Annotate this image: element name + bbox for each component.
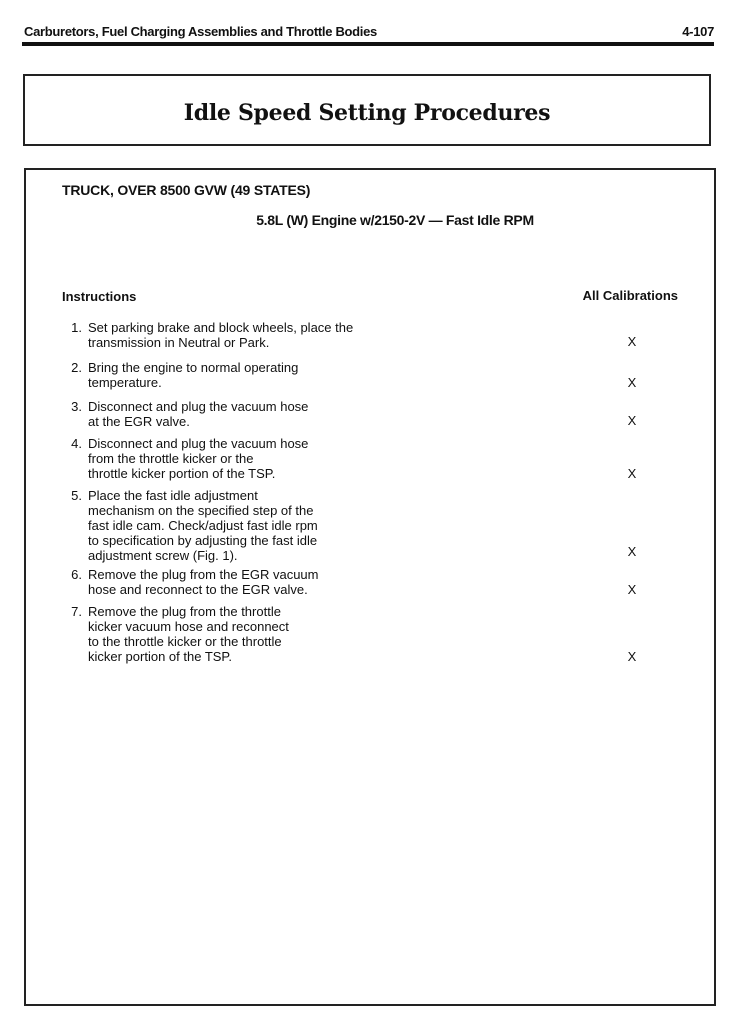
engine-subheading: 5.8L (W) Engine w/2150-2V — Fast Idle RPM	[256, 212, 534, 228]
page-title: Idle Speed Setting Procedures	[183, 100, 551, 126]
step-number: 4.	[71, 436, 82, 451]
header-rule	[22, 42, 714, 46]
page-number: 4-107	[682, 24, 714, 39]
calibration-mark: X	[627, 466, 637, 481]
step-text: Remove the plug from the throttle kicker vacuum hose and reconnect to the throttle kicker or the throttle kicker portion of the TSP.	[88, 604, 289, 664]
procedure-box	[24, 168, 716, 1006]
calibration-mark: X	[627, 334, 637, 349]
step-text: Bring the engine to normal operating temperature.	[88, 360, 299, 390]
chapter-title: Carburetors, Fuel Charging Assemblies and Throttle Bodies	[24, 24, 377, 39]
step-number: 7.	[71, 604, 82, 619]
calibration-mark: X	[627, 413, 637, 428]
step-number: 5.	[71, 488, 82, 503]
title-box	[23, 74, 711, 146]
step-number: 1.	[71, 320, 82, 335]
step-text: Disconnect and plug the vacuum hose at the EGR valve.	[88, 399, 309, 429]
section-heading: TRUCK, OVER 8500 GVW (49 STATES)	[62, 182, 311, 198]
step-text: Remove the plug from the EGR vacuum hose and reconnect to the EGR valve.	[88, 567, 319, 597]
step-number: 2.	[71, 360, 82, 375]
calibration-mark: X	[627, 582, 637, 597]
calibration-mark: X	[627, 649, 637, 664]
column-header-calibrations: All Calibrations	[582, 288, 678, 303]
step-number: 6.	[71, 567, 82, 582]
column-header-instructions: Instructions	[62, 289, 137, 304]
step-text: Place the fast idle adjustment mechanism on the specified step of the fast idle cam. Check/adjust fast idle rpm to specification by adjusting the fast idle adjustment screw (Fig. 1).	[88, 488, 318, 563]
step-text: Disconnect and plug the vacuum hose from the throttle kicker or the throttle kicker portion of the TSP.	[88, 436, 309, 481]
step-text: Set parking brake and block wheels, place the transmission in Neutral or Park.	[88, 320, 354, 350]
calibration-mark: X	[627, 544, 637, 559]
step-number: 3.	[71, 399, 82, 414]
calibration-mark: X	[627, 375, 637, 390]
